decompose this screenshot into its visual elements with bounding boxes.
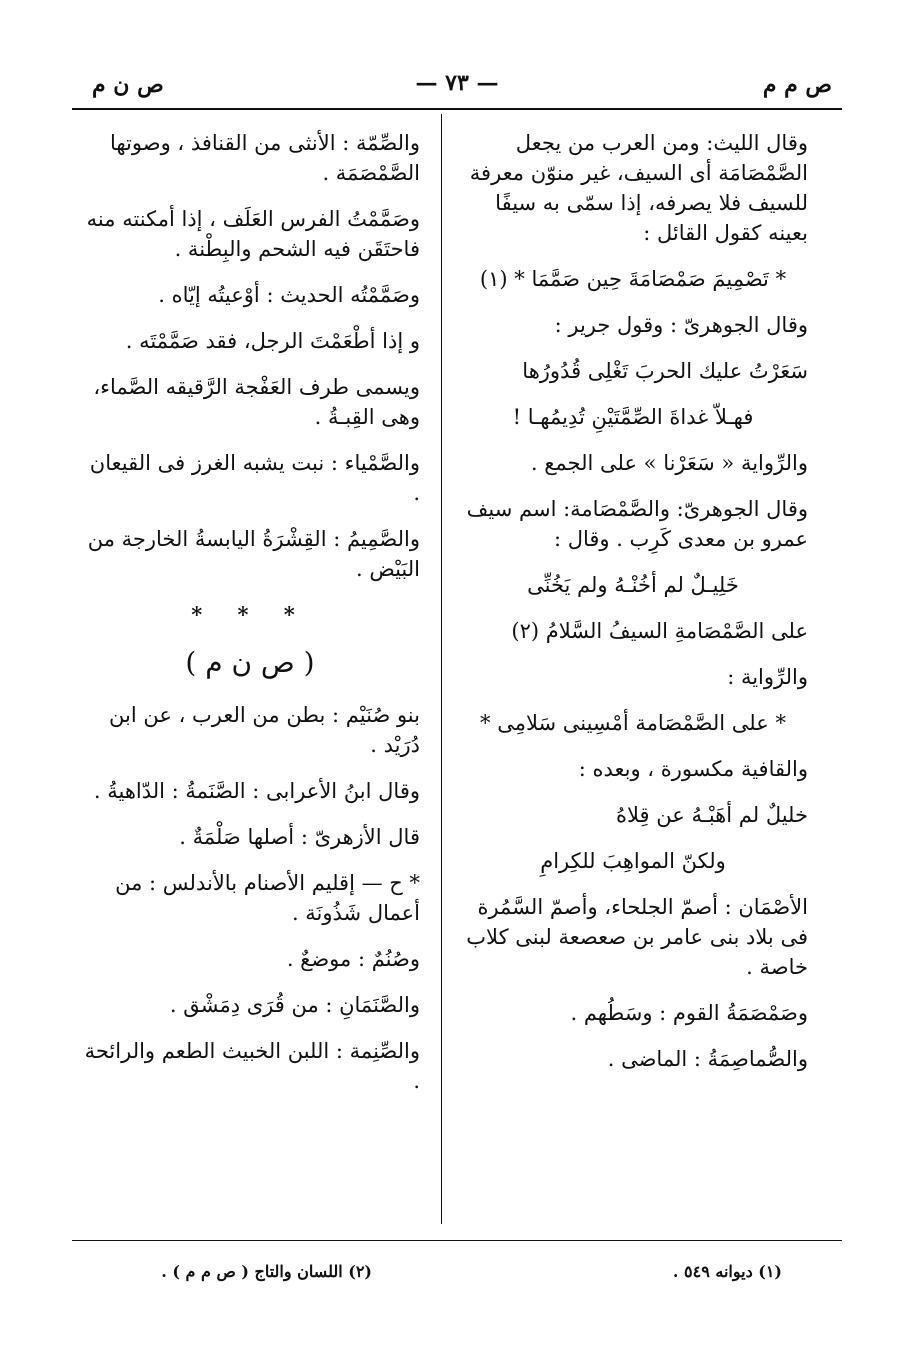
verse: * تَصْمِيمَ صَمْصَامَةَ حِين صَمَّمَا * (١) [479, 267, 787, 291]
column-divider [441, 114, 442, 1224]
paragraph: وقال الليث: ومن العرب من يجعل الصَّمْصَامَة أى السيف، غير منوّن معرفة للسيف فلا يصرفه، إذا سمّى به سيفًا بعينه كقول القائل : [469, 131, 808, 245]
paragraph: وقال الجوهرىّ: والصَّمْصَامة: اسم سيف عمرو بن معدى كَرِب . وقال : [466, 497, 808, 551]
page-number: — ٧٣ — [415, 70, 499, 96]
verse: فهـلاّ غداةَ الصِّمَّتَيْنِ تُدِيمُهـا ! [512, 405, 754, 429]
verse: سَعَرْتُ عليك الحربَ تَغْلِى قُدُورُها [522, 359, 808, 383]
paragraph: والصُّماصِمَةُ : الماضى . [607, 1047, 808, 1071]
verse: خليلٌ لم أهَبْـهُ عن قِلاهُ [616, 803, 808, 827]
paragraph: والصَّمْياء : نبت يشبه الغرز فى القيعان . [89, 451, 420, 505]
verse: * على الصَّمْصَامة أمْسِينى سَلامِى * [480, 711, 786, 735]
running-head-right: ص م م [762, 72, 832, 98]
paragraph: وقال ابنُ الأعرابى : الصَّنَمةُ : الدّاهيةُ . [93, 779, 420, 803]
paragraph: الأصْمَان : أصمّ الجلحاء، وأصمّ السَّمُرة فى بلاد بنى عامر بن صعصعة لبنى كلاب خاصة . [466, 895, 808, 979]
paragraph: وقال الجوهرىّ : وقول جرير : [554, 313, 808, 337]
paragraph: والصِّنِمة : اللبن الخبيث الطعم والرائحة . [84, 1039, 420, 1093]
paragraph: وصَمْصَمَةُ القوم : وسَطُهم . [570, 1001, 808, 1025]
paragraph: والصَّنَمَانِ : من قُرَى دِمَشْق . [169, 993, 420, 1017]
footnotes [72, 1262, 842, 1292]
left-column [80, 128, 420, 1112]
paragraph: بنو صُنَيْم : بطن من العرب ، عن ابن دُرَيْد . [109, 703, 420, 757]
footnote-2: (٢) اللسان والتاج ( ص م م ) . [161, 1262, 372, 1281]
paragraph: * ح — إقليم الأصنام بالأندلس : من أعمال شَذُونَة . [115, 871, 420, 925]
footnote-1: (١) ديوانه ٥٤٩ . [672, 1262, 782, 1281]
right-column [458, 128, 808, 1090]
paragraph: وصَمَّمْتُ الفرس العَلَف ، إذا أمكنته منه فاحتَقَن فيه الشحم والبِطْنة . [86, 207, 420, 261]
paragraph: ويسمى طرف العَفْجة الرَّقيقه الصَّماء، وهى القِبـةُ . [93, 375, 420, 429]
paragraph: والصِّمّة : الأنثى من القنافذ ، وصوتها الصَّمْصَمَة . [109, 131, 420, 185]
section-heading: ( ص ن م ) [185, 646, 315, 679]
section-separator: * * * [191, 602, 309, 627]
paragraph: و إذا أطْعَمْتَ الرجل، فقد صَمَّمْتَه . [125, 329, 420, 353]
running-head-left: ص ن م [92, 72, 164, 98]
verse: خَلِيـلٌ لم أخُنْـهُ ولم يَخُنِّى [527, 573, 739, 597]
paragraph: والرِّواية « سَعَرْنا » على الجمع . [530, 451, 808, 475]
paragraph: وصَمَّمْتُه الحديث : أوْعيتُه إيّاه . [158, 283, 420, 307]
header-rule [72, 108, 842, 110]
paragraph: والقافية مكسورة ، وبعده : [578, 757, 808, 781]
paragraph: والصَّمِيمُ : القِشْرَةُ اليابسةُ الخارجة من البَيْض . [87, 527, 420, 581]
paragraph: قال الأزهرىّ : أصلها صَلْمَةٌ . [179, 825, 420, 849]
footnote-rule [72, 1240, 842, 1241]
page-header [72, 62, 842, 102]
verse: على الصَّمْصَامةِ السيفُ السَّلامُ (٢) [511, 619, 808, 643]
paragraph: وصُنُمٌ : موضعٌ . [286, 947, 420, 971]
paragraph: والرِّواية : [727, 665, 808, 689]
verse: ولكنّ المواهِبَ للكِرامِ [540, 849, 726, 873]
